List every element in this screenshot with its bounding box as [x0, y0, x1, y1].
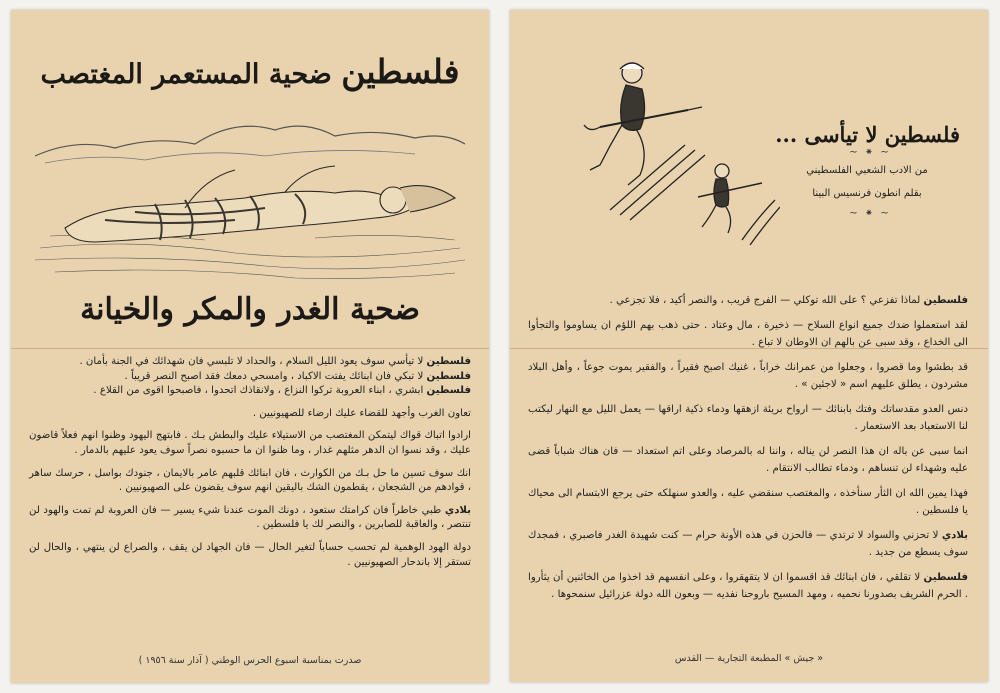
- paragraph-lead: فلسطين: [426, 356, 471, 367]
- right-paragraph: [528, 401, 968, 435]
- right-paragraph: [528, 527, 968, 561]
- left-paragraph: [29, 355, 471, 370]
- right-paragraph: [528, 359, 968, 393]
- right-sheet: [510, 10, 988, 682]
- paragraph-text: دنس العدو مقدساتك وفتك بابنائك — ارواح بريئة ازهقها ودماء ذكية اراقها — يعمل الليل مع النهار ليكتب لنا الاستعباد بعد الاستعمار .: [528, 404, 968, 432]
- paragraph-lead: فلسطين: [923, 572, 968, 583]
- paragraph-text: انك سوف تسين ما حل بـك من الكوارث ، فان ابنائك قلبهم عامر بالايمان ، جنودك بواسل ، حرسك ساهر ، قوادهم من الشجعان ، يقطمون الشك باليقين انهم سوف يقضون على الصهيونيين .: [29, 467, 471, 494]
- paragraph-text: لا تحزني والسواد لا ترتدي — فالحزن في هذه الأونة حرام — كنت شهيدة الغدر فاصبري ، فمجدك سوف يسطع من جديد .: [528, 530, 968, 558]
- paragraph-text: دولة الهود الوهمية لم تحسب حساباً لتغير الحال — فان الجهاد لن يقف ، والصراع لن ينتهي ، والحال لن تستقر إلا باندحار الصهيونيين .: [29, 541, 471, 568]
- left-footer: صدرت بمناسبة اسبوع الحرس الوطني ( آذار سنة ١٩٥٦ ): [138, 655, 362, 666]
- left-title-word: فلسطين: [341, 52, 460, 91]
- paragraph-text: ابشري ، ابناء العروبة تركوا النزاع ، ولانقاذك اتحدوا ، فاصبحوا اقوى من القلاع .: [93, 385, 424, 397]
- left-paragraph: [29, 429, 471, 458]
- paragraph-text: انما سبى عن باله ان هذا النصر لن يناله ، واننا له بالمرصاد وعلى اتم استعداد — فان هناك شباباً قضى عليه وشهداء لن تنساهم ، ودماء تطالب الانتقام .: [528, 446, 968, 474]
- right-paragraph: [528, 569, 968, 603]
- bound-woman-illustration: [35, 108, 465, 283]
- left-paragraph: [29, 541, 471, 570]
- paragraph-text: تعاون الغرب وأجهد للقضاء عليك ارضاء للصهيونيين .: [252, 407, 471, 419]
- ornament-bottom: ~ ⁕ ~: [849, 208, 891, 219]
- right-footer: « جيش » المطبعة التجارية — القدس: [674, 653, 824, 664]
- right-body: [528, 292, 968, 611]
- running-soldiers-illustration: [570, 55, 780, 255]
- left-subtitle: ضحية الغدر والمكر والخيانة: [80, 292, 420, 327]
- left-paragraph: [29, 370, 471, 385]
- left-sheet: [11, 10, 489, 683]
- right-paragraph: [528, 317, 968, 351]
- paragraph-text: لا تبكي فان ابنائك يفتت الاكباد ، وامسحي دمعك فقد اصبح النصر قريباً .: [124, 370, 424, 382]
- left-paragraph: [29, 467, 471, 496]
- paragraph-text: لقد استعملوا ضدك جميع انواع السلاح — ذخيرة ، مال وعتاد . حتى ذهب بهم اللؤم ان يساوموا والتجأوا الى الخداع ، وقد سبى عن بالهم ان الاوطان لا تباع .: [528, 320, 968, 348]
- left-paragraph: [29, 384, 471, 399]
- left-paragraph: [29, 407, 471, 422]
- right-title: فلسطين لا تيأسى ...: [775, 122, 960, 147]
- paragraph-text: قد بطشوا وما قصروا ، وجعلوا من عمرانك خراباً ، غنيك اصبح فقيراً ، والفقير يموت جوعاً ، وأهل البلاد مشردون ، يطلق عليهم اسم « لاجئين » .: [528, 362, 968, 390]
- paragraph-text: فهذا يمين الله ان الثأر سنأخذه ، والمغتصب سنقضي عليه ، والعدو سنهلكه حتى يرجع الابتسام الى محياك يا فلسطين .: [528, 488, 968, 516]
- paragraph-text: ارادوا اتباك قواك ليتمكن المغتصب من الاستيلاء عليك والبطش بـك . فابتهج اليهود وظنوا انهم فعلاً قاضون عليك ، وقد نسوا ان الدهر مثلهم غدار ، وما ظنوا ان ما حسبوه نصراً سوف يعود عليهم بالدمار .: [29, 430, 471, 456]
- right-subtitle-1: من الادب الشعبي الفلسطيني: [806, 165, 928, 176]
- fold-line: [11, 348, 489, 349]
- paragraph-lead: بلادي: [444, 504, 471, 516]
- left-title: [21, 52, 479, 91]
- left-title-rest: ضحية المستعمر المغتصب: [40, 59, 332, 90]
- left-paragraph: [29, 504, 471, 533]
- paragraph-lead: بلادي: [941, 530, 968, 541]
- ornament-top: ~ ⁕ ~: [849, 147, 891, 158]
- right-paragraph: [528, 292, 968, 309]
- left-body: [29, 355, 471, 578]
- right-subtitle-2: بقلم انطون فرنسيس البينا: [812, 188, 922, 199]
- paragraph-text: لا تقلقي ، فان ابنائك قد اقسموا ان لا يتقهقروا ، وعلى انفسهم قد اخذوا من الخائنين أن يثأروا . الحرم الشريف بصدورنا نحميه ، ومهد المسيح باروحنا نفديه — وبعون الله دولة عزرائيل سنمحوها .: [528, 572, 968, 600]
- paragraph-lead: فلسطين: [426, 370, 471, 382]
- right-paragraph: [528, 485, 968, 519]
- paragraph-text: لماذا تفزعي ؟ على الله توكلي — الفرج قريب ، والنصر أكيد ، فلا تجزعي .: [609, 295, 921, 306]
- paragraph-lead: فلسطين: [923, 295, 968, 306]
- right-paragraph: [528, 443, 968, 477]
- paragraph-text: طبي خاطراً فان كرامتك ستعود ، دونك الموت عندنا شيء يسير — فان العروبة لم تمت والهود لن تنتصر ، والعاقبة للصابرين ، والنصر لك يا فلسطين .: [29, 504, 471, 531]
- paragraph-text: لا تيأسي سوف يعود الليل السلام ، والحداد لا تلبسي فان شهدائك في الجنة بأمان .: [79, 356, 424, 367]
- paragraph-lead: فلسطين: [426, 385, 471, 397]
